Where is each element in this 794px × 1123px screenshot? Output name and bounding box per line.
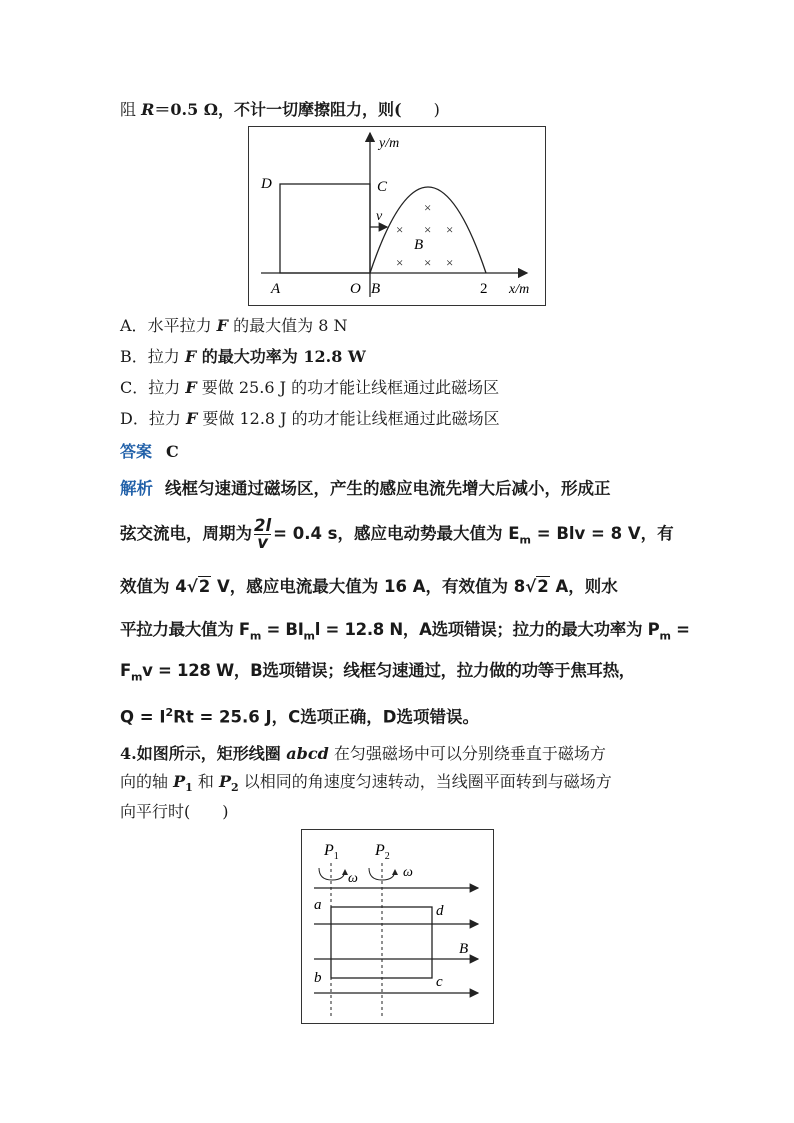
label-y-axis: y/m xyxy=(379,136,400,151)
period-fraction: $\frac{2l}{v}$ xyxy=(254,516,272,552)
label-B-point: B xyxy=(371,281,381,297)
analysis-line-6: $Q = I^2Rt = 25.6$ J，C选项正确，D选项错误。 xyxy=(120,706,479,727)
label-D: D xyxy=(261,176,272,192)
analysis-line-4: 平拉力最大值为 $F_m = BI_ml = 12.8$ N，A选项错误；拉力的最大功率为 $P_m$ = xyxy=(120,620,690,643)
label-B-field: B xyxy=(414,237,424,253)
analysis-line-5: $F_mv = 128$ W，B选项错误；线框匀速通过，拉力做的功等于焦耳热， xyxy=(120,661,635,684)
analysis-line-3: 效值为 4√2 V，感应电流最大值为 16 A，有效值为 8√2 A，则水 xyxy=(120,577,618,596)
wire-frame xyxy=(280,184,370,273)
option-a: A．水平拉力 F 的最大值为 8 N xyxy=(120,316,348,335)
figure-1-svg xyxy=(249,127,545,305)
label-v: v xyxy=(376,209,383,224)
q4-line-2: 向的轴 $P_1$ 和 $P_2$ 以相同的角速度匀速转动，当线圈平面转到与磁场方 xyxy=(120,772,612,795)
option-d: D．拉力 F 要做 12.8 J 的功才能让线框通过此磁场区 xyxy=(120,409,500,428)
rotation-arrow-1 xyxy=(319,868,345,880)
label-x-axis: x/m xyxy=(509,282,530,297)
label-omega-2: ω xyxy=(403,865,413,880)
analysis-label: 解析 xyxy=(120,479,153,498)
question-tail-line: 阻 R＝0.5 Ω，不计一切摩擦阻力，则( ) xyxy=(120,100,440,119)
label-C: C xyxy=(377,179,388,195)
answer-value: C xyxy=(166,442,179,461)
svg-text:×: × xyxy=(396,222,404,237)
label-B: B xyxy=(459,941,469,957)
figure-rotating-coil xyxy=(301,829,494,1024)
label-d: d xyxy=(436,903,444,919)
label-two: 2 xyxy=(480,281,488,297)
figure-2-svg xyxy=(302,830,493,1023)
answer-line xyxy=(120,442,179,462)
label-P2: $P_2$ xyxy=(375,842,390,862)
svg-text:×: × xyxy=(424,255,432,270)
svg-text:×: × xyxy=(446,255,454,270)
svg-text:×: × xyxy=(446,222,454,237)
sqrt-2: √2 xyxy=(525,577,549,596)
label-a: a xyxy=(314,897,322,913)
figure-magnetic-field-graph xyxy=(248,126,546,306)
option-c: C．拉力 F 要做 25.6 J 的功才能让线框通过此磁场区 xyxy=(120,378,500,397)
field-crosses xyxy=(396,200,453,270)
field-lines xyxy=(314,888,478,993)
label-c: c xyxy=(436,974,443,990)
svg-text:×: × xyxy=(424,200,432,215)
q4-line-3: 向平行时( ) xyxy=(120,802,229,821)
option-b: B．拉力 F 的最大功率为 12.8 W xyxy=(120,347,366,366)
q4-line-1: 4.如图所示，矩形线圈 abcd 在匀强磁场中可以分别绕垂直于磁场方 xyxy=(120,744,606,763)
answer-label: 答案 xyxy=(120,442,153,461)
label-omega-1: ω xyxy=(348,871,358,886)
sqrt-1: √2 xyxy=(186,577,211,596)
label-O: O xyxy=(350,281,361,297)
label-P1: $P_1$ xyxy=(324,842,339,862)
analysis-line-2: 弦交流电，周期为 $\frac{2l}{v}$ = 0.4 s，感应电动势最大值为 $E_m$ = Blv = 8 V，有 xyxy=(120,516,674,552)
svg-text:×: × xyxy=(424,222,432,237)
analysis-line-1: 解析 线框匀速通过磁场区，产生的感应电流先增大后减小，形成正 xyxy=(120,479,611,498)
label-b: b xyxy=(314,970,322,986)
label-A: A xyxy=(271,281,281,297)
svg-text:×: × xyxy=(396,255,404,270)
